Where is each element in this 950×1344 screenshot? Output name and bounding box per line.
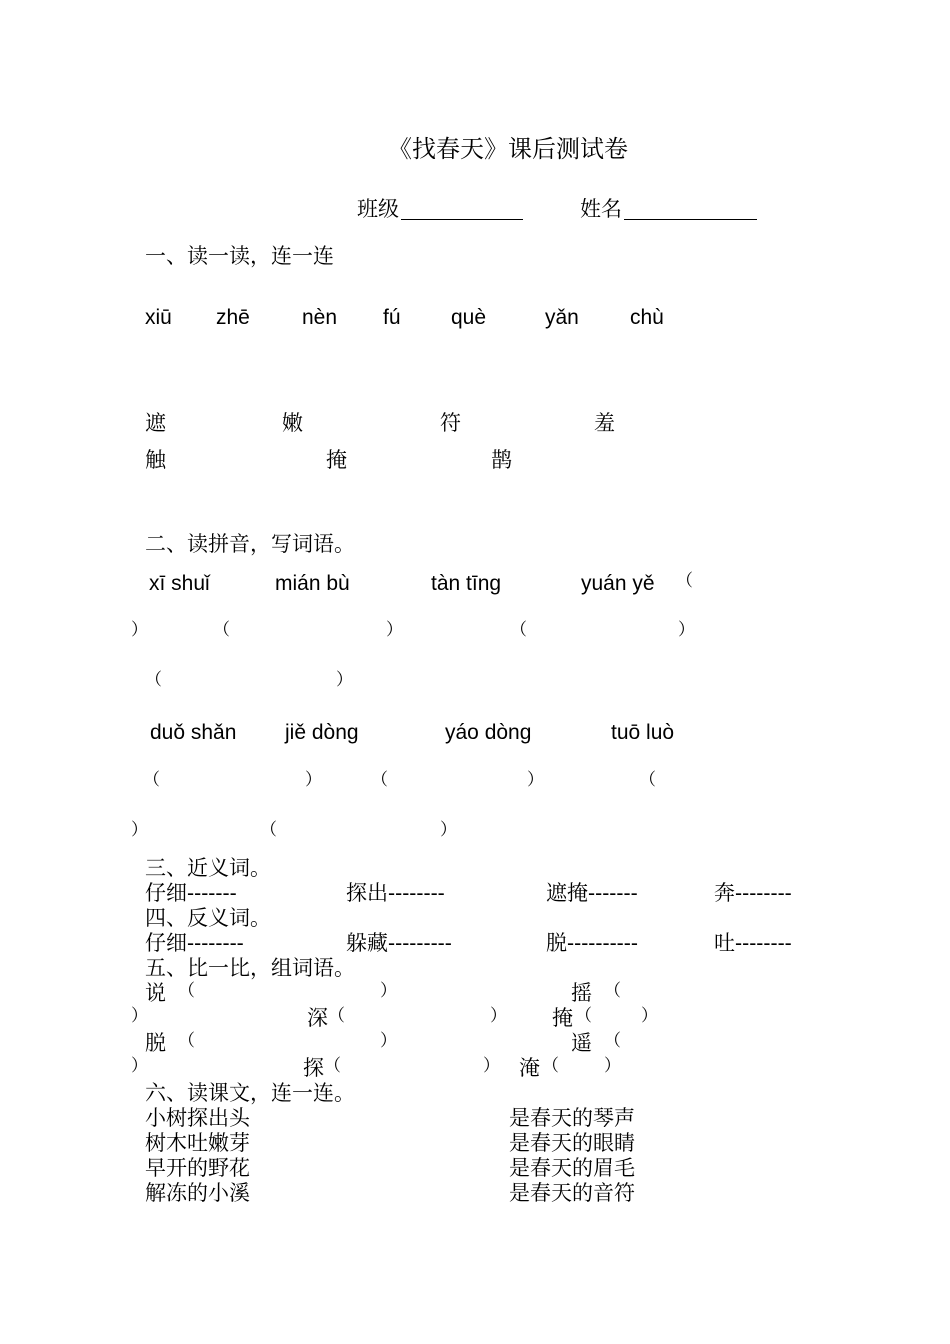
pinyin-item: què <box>451 306 487 329</box>
character-item: 鹊 <box>491 448 512 472</box>
answer-paren-open: （ <box>604 981 621 1001</box>
match-right-item: 是春天的琴声 <box>509 1106 635 1130</box>
compare-character: 探 <box>303 1056 324 1080</box>
pinyin-item: fú <box>383 306 401 329</box>
character-item: 嫩 <box>282 411 303 435</box>
compare-character: 深 <box>307 1006 328 1030</box>
pinyin-word: yuán yě <box>581 572 655 595</box>
synonym-item: 仔细------- <box>145 881 237 905</box>
compare-character: 遥 <box>571 1031 592 1055</box>
character-item: 掩 <box>326 448 347 472</box>
name-blank-line[interactable] <box>624 199 757 220</box>
answer-paren-close: ） <box>131 1056 148 1076</box>
match-left-item: 解冻的小溪 <box>145 1181 250 1205</box>
compare-character: 脱 <box>145 1031 166 1055</box>
answer-paren-close: ） <box>604 1056 621 1076</box>
answer-paren-open: （ <box>639 770 656 790</box>
answer-paren-close: ） <box>380 1031 397 1051</box>
answer-paren-open: （ <box>371 770 388 790</box>
answer-paren-open: （ <box>178 981 195 1001</box>
match-right-item: 是春天的眼睛 <box>509 1131 635 1155</box>
character-item: 遮 <box>145 411 166 435</box>
character-item: 羞 <box>594 411 615 435</box>
answer-paren-open: （ <box>213 620 230 640</box>
answer-paren-open: （ <box>145 670 162 690</box>
name-label: 姓名 <box>580 197 622 221</box>
answer-paren-open: （ <box>328 1006 345 1026</box>
synonym-item: 遮掩------- <box>546 881 638 905</box>
answer-paren-open: （ <box>178 1031 195 1051</box>
pinyin-word: mián bù <box>275 572 350 595</box>
compare-character: 摇 <box>571 981 592 1005</box>
character-item: 触 <box>145 448 166 472</box>
page-title: 《找春天》课后测试卷 <box>388 135 628 163</box>
pinyin-item: yǎn <box>545 306 579 329</box>
pinyin-word: yáo dòng <box>445 721 532 744</box>
match-left-item: 早开的野花 <box>145 1156 250 1180</box>
pinyin-word: duǒ shǎn <box>150 721 237 744</box>
compare-character: 掩 <box>552 1006 573 1030</box>
section-6-heading: 六、读课文，连一连。 <box>145 1081 355 1105</box>
pinyin-item: zhē <box>216 306 250 329</box>
answer-paren-close: ） <box>305 770 322 790</box>
answer-paren-close: ） <box>380 981 397 1001</box>
antonym-item: 吐-------- <box>714 931 792 955</box>
answer-paren-close: ） <box>483 1056 500 1076</box>
section-2-heading: 二、读拼音，写词语。 <box>145 532 355 556</box>
match-left-item: 树木吐嫩芽 <box>145 1131 250 1155</box>
synonym-item: 探出-------- <box>346 881 445 905</box>
answer-paren-close: ） <box>440 820 457 840</box>
section-4-heading: 四、反义词。 <box>145 906 271 930</box>
answer-paren-close: ） <box>131 820 148 840</box>
answer-paren-close: ） <box>678 620 695 640</box>
compare-character: 说 <box>145 981 166 1005</box>
match-left-item: 小树探出头 <box>145 1106 250 1130</box>
compare-character: 淹 <box>519 1056 540 1080</box>
section-1-heading: 一、读一读，连一连 <box>145 244 334 268</box>
antonym-item: 仔细-------- <box>145 931 244 955</box>
answer-paren-open: （ <box>510 620 527 640</box>
answer-paren-close: ） <box>131 620 148 640</box>
pinyin-word: jiě dòng <box>285 721 359 744</box>
antonym-item: 躲藏--------- <box>346 931 452 955</box>
answer-paren-close: ） <box>131 1006 148 1026</box>
match-right-item: 是春天的眉毛 <box>509 1156 635 1180</box>
answer-paren-open: （ <box>324 1056 341 1076</box>
class-label: 班级 <box>357 197 399 221</box>
pinyin-word: tuō luò <box>611 721 675 744</box>
synonym-item: 奔-------- <box>714 881 792 905</box>
answer-paren-close: ） <box>386 620 403 640</box>
section-3-heading: 三、近义词。 <box>145 856 271 880</box>
match-right-item: 是春天的音符 <box>509 1181 635 1205</box>
answer-paren-open: （ <box>542 1056 559 1076</box>
answer-paren-close: ） <box>336 670 353 690</box>
answer-paren-close: ） <box>641 1006 658 1026</box>
pinyin-item: nèn <box>302 306 338 329</box>
pinyin-item: xiū <box>145 306 172 329</box>
answer-paren-open: （ <box>676 571 693 591</box>
pinyin-word: xī shuǐ <box>149 572 210 595</box>
answer-paren-open: （ <box>260 820 277 840</box>
pinyin-item: chù <box>630 306 664 329</box>
answer-paren-close: ） <box>490 1006 507 1026</box>
answer-paren-open: （ <box>575 1006 592 1026</box>
answer-paren-open: （ <box>604 1031 621 1051</box>
pinyin-word: tàn tīng <box>431 572 502 595</box>
answer-paren-open: （ <box>143 770 160 790</box>
antonym-item: 脱---------- <box>546 931 638 955</box>
section-5-heading: 五、比一比，组词语。 <box>145 956 355 980</box>
class-blank-line[interactable] <box>401 199 523 220</box>
answer-paren-close: ） <box>527 770 544 790</box>
character-item: 符 <box>440 411 461 435</box>
